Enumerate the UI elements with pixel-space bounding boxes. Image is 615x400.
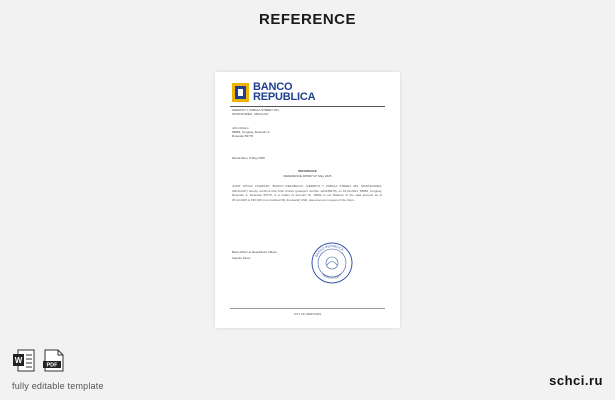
signatory-name: Agustin Perez [232, 256, 251, 260]
header-divider [230, 106, 385, 107]
stamp-text-top: BANCO REPUBLICA [314, 243, 345, 258]
document-footer: LIST OF SERVICES [293, 312, 322, 316]
page-title: REFERENCE [258, 11, 356, 28]
bank-address-line2: MONTEVIDEO, URUGUAY [232, 112, 269, 116]
bank-logo-icon [232, 83, 249, 102]
document-preview[interactable] [215, 72, 400, 328]
recipient-name: John Citizen [232, 126, 249, 130]
bank-name-line2: REPUBLICA [253, 91, 316, 103]
stamp-text-bottom: MONTEVIDEO [321, 272, 343, 281]
editable-template-label: fully editable template [12, 381, 104, 391]
place-date: Montevideo, 8 May 2025 [232, 156, 265, 160]
brand-watermark: schci.ru [549, 373, 603, 388]
reference-title: REFERENCE [298, 169, 317, 173]
bank-name-line1: BANCO [253, 81, 293, 93]
bank-logo [232, 82, 322, 104]
footer-divider [230, 308, 385, 309]
signatory-title: Bank officer at Republica's offices [232, 250, 277, 254]
recipient-address-line1: 58882, Uruguay, Rosendo A [232, 130, 270, 134]
pdf-file-icon[interactable] [43, 350, 63, 371]
recipient-address-line2: Rosendo 56770 [232, 134, 254, 138]
bank-stamp [311, 242, 353, 284]
pdf-icon-label: PDF [46, 362, 58, 369]
file-format-icons [13, 349, 73, 373]
word-file-icon[interactable] [13, 350, 34, 371]
reference-body: JOINT STOCK COMPANY "BANCO REPUBLICA" (CERRITO Y ZABALA STREET 351, MONTEVIDEO, URUGUAY) hereby confirms that John Citizen (passport number 12A345678), on 19.03.2021, 58882, Uruguay, Rosendo A, Rosendo 56770, is a holder of account № 18993 in our Balance of the said account as of 25.12.2025 is 150 000 (one hundred fifty thousand) USD, issued as per request of the client. [232, 184, 382, 202]
word-icon-letter: W [14, 356, 23, 365]
svg-text:BANCO REPUBLICA [314, 244, 345, 258]
svg-text:MONTEVIDEO [321, 273, 342, 280]
reference-subtitle: REFERENCE 18984/"13" May 2025 [283, 174, 332, 178]
bank-address-line1: CERRITO Y ZABALA STREET 351, [232, 108, 280, 112]
